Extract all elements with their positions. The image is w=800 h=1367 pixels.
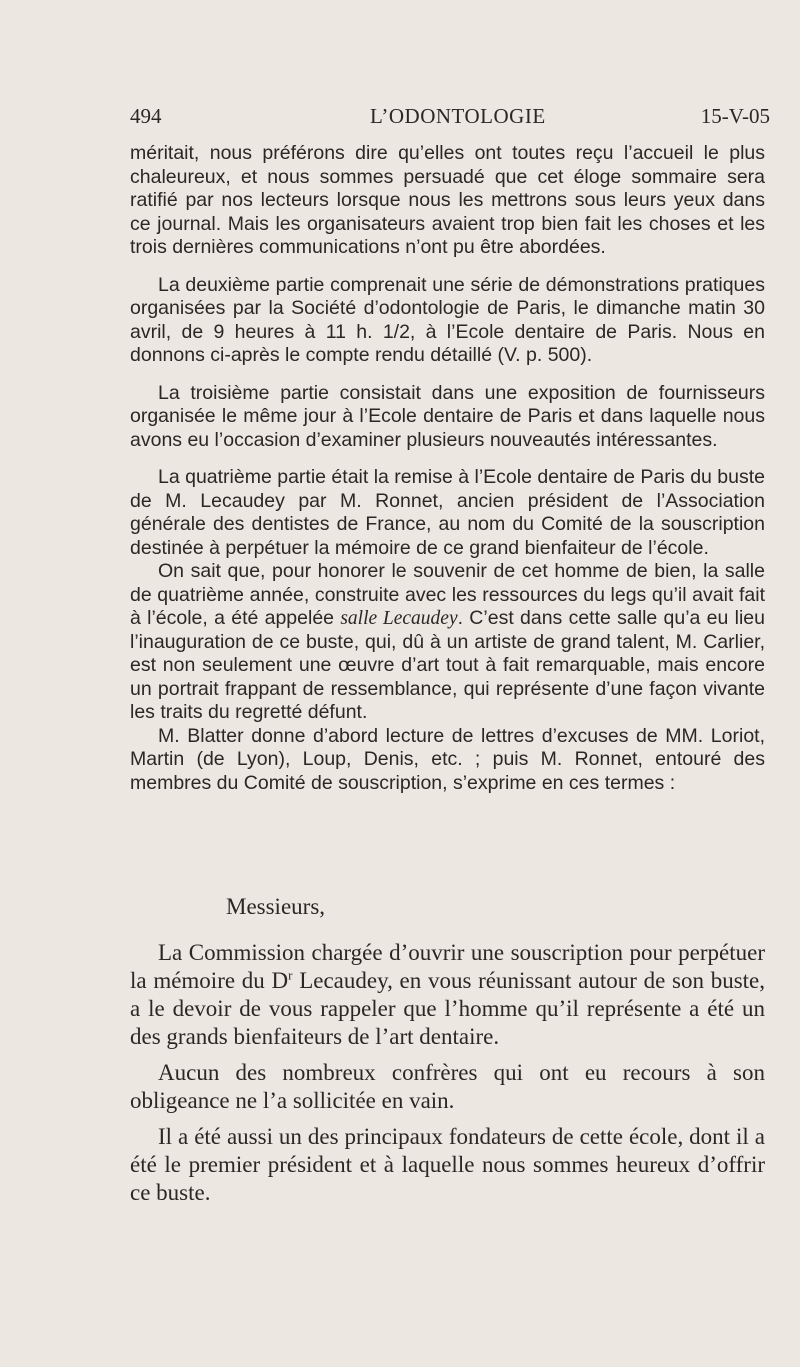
journal-title: L’ODONTOLOGIE bbox=[370, 104, 546, 128]
speech-paragraph: Aucun des nombreux confrères qui ont eu recours à son obligeance ne l’a sollicitée en vain. bbox=[130, 1060, 765, 1113]
speech-paragraph: La Commission chargée d’ouvrir une souscription pour perpétuer la mémoire du $D^r$ Lecaudey, en vous réunissant autour de son buste, a le devoir de vous rappeler que l’homme qu’il représente a été un des grands bienfaiteurs de l’art dentaire. bbox=[130, 940, 765, 1049]
salle-lecaudey-italic: salle Lecaudey bbox=[340, 608, 458, 629]
paragraph-blatter: M. Blatter donne d’abord lecture de lettres d’excuses de MM. Loriot, Martin (de Lyon), Loup, Denis, etc. ; puis M. Ronnet, entouré des membres du Comité de souscription, s’exprime en ces termes : bbox=[130, 724, 765, 794]
paragraph-second-part: La deuxième partie comprenait une série de démonstrations pratiques organisées par la Société d’odontologie de Paris, le dimanche matin 30 avril, de 9 heures à 11 h. 1/2, à l’Ecole dentaire de Paris. Nous en donnons ci-après le compte rendu détaillé (V. p. 500). bbox=[130, 273, 765, 366]
speech-paragraph: Il a été aussi un des principaux fondateurs de cette école, dont il a été le premier président et à laquelle nous sommes heureux d’offrir ce buste. bbox=[130, 1124, 765, 1205]
issue-date: 15-V-05 bbox=[700, 104, 770, 128]
paragraph-third-part: La troisième partie consistait dans une exposition de fournisseurs organisée le même jour à l’Ecole dentaire de Paris et dans laquelle nous avons eu l’occasion d’examiner plusieurs nouveautés intéressantes. bbox=[130, 381, 765, 451]
paragraph-salle-lecaudey: On sait que, pour honorer le souvenir de cet homme de bien, la salle de quatrième année, construite avec les ressources du legs qu’il avait fait à l’école, a été appelée salle Lecaudey. C’est dans cette salle qu’a eu lieu l’inauguration de ce buste, qui, dû à un artiste de grand talent, M. Carlier, est non seulement une œuvre d’art tout à fait remarquable, mais encore un portrait frappant de ressemblance, qui représente d’une façon vivante les traits du regretté défunt. bbox=[130, 560, 765, 723]
speech-salutation: Messieurs, bbox=[226, 894, 326, 919]
paragraph-continuation: méritait, nous préférons dire qu’elles ont toutes reçu l’accueil le plus chaleureux, et nous sommes persuadé que cet éloge sommaire sera ratifié par nos lecteurs lorsque nous les mettrons sous leurs yeux dans ce journal. Mais les organisateurs avaient trop bien fait les choses et les trois dernières communications n’ont pu être abordées. bbox=[130, 142, 765, 258]
running-header bbox=[130, 104, 770, 134]
page-number: 494 bbox=[130, 104, 162, 128]
speech-block bbox=[130, 893, 765, 1207]
paragraph-fourth-part: La quatrième partie était la remise à l’Ecole dentaire de Paris du buste de M. Lecaudey par M. Ronnet, ancien président de l’Association générale des dentistes de France, au nom du Comité de la souscription destinée à perpétuer la mémoire de ce grand bienfaiteur de l’école. bbox=[130, 466, 766, 559]
article-body bbox=[130, 142, 765, 795]
